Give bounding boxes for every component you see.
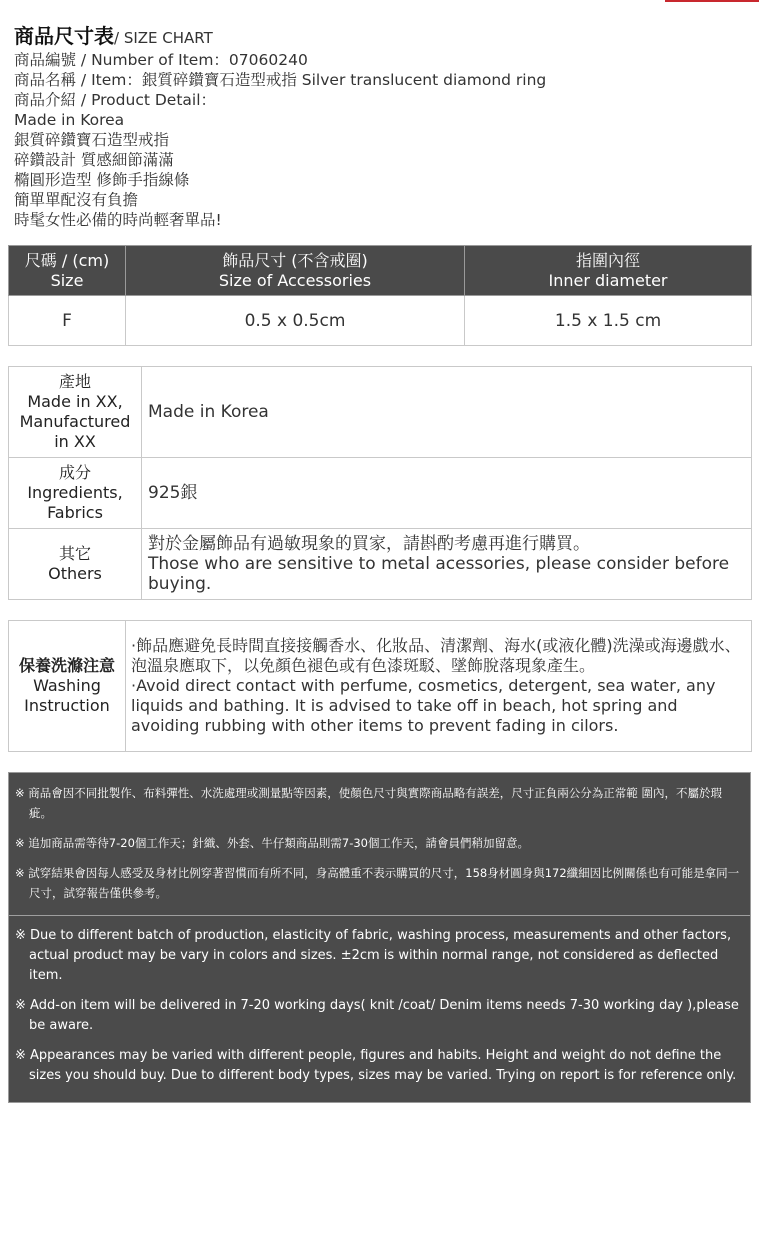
info-line: 商品編號 / Number of Item：07060240 <box>14 51 308 69</box>
origin-label-en: in XX <box>54 432 96 451</box>
ingredients-label-en: Ingredients, <box>27 483 123 502</box>
care-label <box>9 621 126 752</box>
origin-label <box>9 367 142 458</box>
note-en: ※ Due to different batch of production, elasticity of fabric, washing process, measurements and other factors, actual product may be vary in colors and sizes. ±2cm is within normal range, not considered as deflected item. <box>15 928 732 983</box>
info-line: 橢圓形造型 修飾手指線條 <box>14 171 190 189</box>
others-value-zh: 對於金屬飾品有過敏現象的買家，請斟酌考慮再進行購買。 <box>148 534 590 554</box>
ingredients-value: 925銀 <box>142 458 752 529</box>
info-line: 時髦女性必備的時尚輕奢單品! <box>14 211 222 229</box>
detail-table <box>8 366 752 600</box>
header-size-zh: 尺碼 / (cm) <box>24 250 110 270</box>
care-text-zh: ·飾品應避免長時間直接接觸香水、化妝品、清潔劑、海水(或液化體)洗澡或海邊戲水、泡溫泉應取下，以免顏色褪色或有色漆斑駁、墜飾脫落現象產生。 <box>131 636 741 675</box>
origin-label-en: Manufactured <box>19 412 131 431</box>
title-main: 商品尺寸表 <box>14 24 114 48</box>
others-label-en: Others <box>48 564 102 583</box>
info-line: 銀質碎鑽寶石造型戒指 <box>14 131 170 149</box>
page-title <box>14 20 213 49</box>
header-accessory-zh: 飾品尺寸 (不含戒圈) <box>222 250 368 270</box>
header-inner-diameter <box>465 246 752 296</box>
accent-bar <box>665 0 759 2</box>
notes-zh <box>9 773 750 916</box>
header-accessory-size <box>126 246 465 296</box>
info-line: 碎鑽設計 質感細節滿滿 <box>14 151 174 169</box>
size-table <box>8 245 752 346</box>
info-line: 商品名稱 / Item：銀質碎鑽寶石造型戒指 Silver translucent diamond ring <box>14 71 547 89</box>
cell-accessory-size: 0.5 x 0.5cm <box>126 296 465 346</box>
header-diameter-en: Inner diameter <box>548 270 668 290</box>
care-label-zh: 保養洗滌注意 <box>18 656 115 675</box>
product-info <box>14 50 546 230</box>
cell-size: F <box>9 296 126 346</box>
notes-box <box>8 772 751 1103</box>
note-zh: ※ 追加商品需等待7-20個工作天；針織、外套、牛仔類商品則需7-30個工作天，請會員們稍加留意。 <box>15 836 529 850</box>
care-table <box>8 620 752 752</box>
header-accessory-en: Size of Accessories <box>218 270 372 290</box>
note-zh: ※ 試穿結果會因每人感受及身材比例穿著習慣而有所不同，身高體重不表示購買的尺寸，158身材圓身與172纖細因比例關係也有可能是拿同一尺寸，試穿報告僅供參考。 <box>15 866 740 900</box>
note-zh: ※ 商品會因不同批製作、布料彈性、水洗處理或測量點等因素，使顏色尺寸與實際商品略有誤差，尺寸正負兩公分為正常範 圍內，不屬於瑕疵。 <box>15 786 722 820</box>
info-line: Made in Korea <box>14 111 125 129</box>
cell-inner-diameter: 1.5 x 1.5 cm <box>465 296 752 346</box>
care-text-en: ·Avoid direct contact with perfume, cosmetics, detergent, sea water, any liquids and bathing. It is advised to take off in beach, hot spring and avoiding rubbing with other items to prevent fading in cilors. <box>131 676 716 735</box>
note-en: ※ Appearances may be varied with different people, figures and habits. Height and weight do not define the sizes you should buy. Due to different body types, sizes may be varied. Trying on report is for reference only. <box>15 1048 737 1083</box>
title-sub: / SIZE CHART <box>114 29 213 47</box>
origin-label-en: Made in XX, <box>27 392 123 411</box>
origin-label-zh: 產地 <box>58 372 91 391</box>
info-line: 簡單單配沒有負擔 <box>14 191 139 209</box>
others-value <box>142 529 752 600</box>
header-size <box>9 246 126 296</box>
care-label-en: Instruction <box>24 696 110 715</box>
others-label-zh: 其它 <box>58 544 91 563</box>
ingredients-label-en: Fabrics <box>47 503 103 522</box>
ingredients-label <box>9 458 142 529</box>
info-line: 商品介紹 / Product Detail： <box>14 91 217 109</box>
detail-row-ingredients <box>9 458 752 529</box>
detail-row-others <box>9 529 752 600</box>
care-label-en: Washing <box>33 676 101 695</box>
notes-en <box>9 916 750 1102</box>
others-value-en: Those who are sensitive to metal acessories, please consider before buying. <box>148 554 730 594</box>
origin-value: Made in Korea <box>142 367 752 458</box>
table-row <box>9 296 752 346</box>
ingredients-label-zh: 成分 <box>58 463 91 482</box>
care-row <box>9 621 752 752</box>
others-label <box>9 529 142 600</box>
header-size-en: Size <box>50 270 84 290</box>
note-en: ※ Add-on item will be delivered in 7-20 working days( knit /coat/ Denim items needs 7-30 working day ),please be aware. <box>15 998 739 1033</box>
size-table-header <box>9 246 752 296</box>
header-diameter-zh: 指圍內徑 <box>575 250 640 270</box>
care-value <box>126 621 752 752</box>
detail-row-origin <box>9 367 752 458</box>
